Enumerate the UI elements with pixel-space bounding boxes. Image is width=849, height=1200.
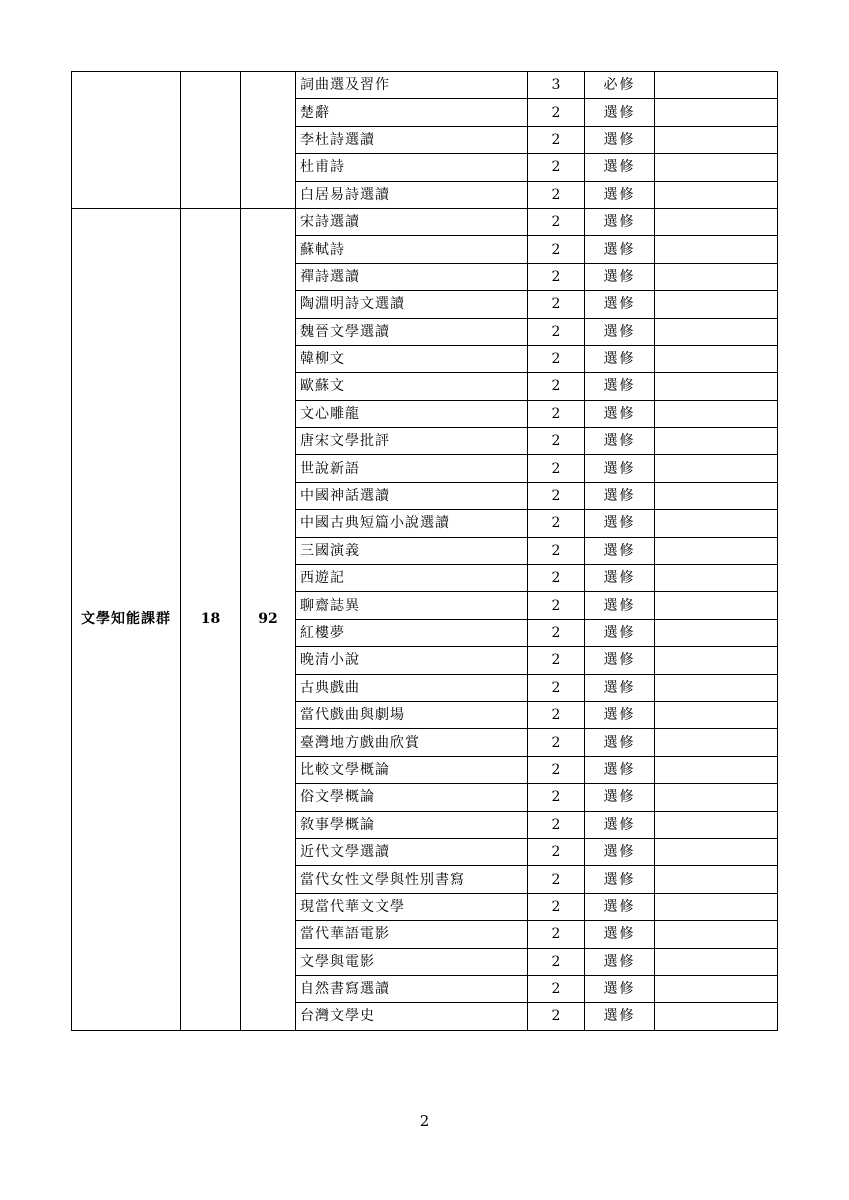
- course-type: 選修: [585, 126, 655, 153]
- course-type: 選修: [585, 1003, 655, 1030]
- course-type: 選修: [585, 674, 655, 701]
- course-name: 近代文學選讀: [296, 838, 528, 865]
- course-credits: 2: [528, 263, 585, 290]
- page-number: 2: [419, 1112, 430, 1130]
- course-note: [655, 1003, 778, 1030]
- course-note: [655, 345, 778, 372]
- course-credits: 2: [528, 99, 585, 126]
- course-credits: 2: [528, 400, 585, 427]
- course-name: 古典戲曲: [296, 674, 528, 701]
- course-type: 選修: [585, 510, 655, 537]
- course-note: [655, 373, 778, 400]
- required-credits: 18: [181, 208, 241, 1030]
- course-type: 選修: [585, 701, 655, 728]
- course-name: 世說新語: [296, 455, 528, 482]
- course-name: 晚清小說: [296, 647, 528, 674]
- course-type: 選修: [585, 99, 655, 126]
- total-credits: 92: [241, 208, 296, 1030]
- course-note: [655, 482, 778, 509]
- course-note: [655, 838, 778, 865]
- course-name: 李杜詩選讀: [296, 126, 528, 153]
- course-credits: 2: [528, 1003, 585, 1030]
- course-name: 當代華語電影: [296, 921, 528, 948]
- course-credits: 2: [528, 811, 585, 838]
- course-type: 選修: [585, 373, 655, 400]
- course-name: 聊齋誌異: [296, 592, 528, 619]
- course-name: 宋詩選讀: [296, 208, 528, 235]
- course-group-name: 文學知能課群: [72, 208, 181, 1030]
- course-name: 杜甫詩: [296, 154, 528, 181]
- course-name: 自然書寫選讀: [296, 975, 528, 1002]
- curriculum-table: [71, 71, 778, 1031]
- course-credits: 2: [528, 838, 585, 865]
- course-credits: 2: [528, 647, 585, 674]
- course-type: 選修: [585, 345, 655, 372]
- course-name: 紅樓夢: [296, 619, 528, 646]
- course-note: [655, 154, 778, 181]
- course-type: 選修: [585, 565, 655, 592]
- course-credits: 2: [528, 619, 585, 646]
- course-name: 禪詩選讀: [296, 263, 528, 290]
- course-name: 魏晉文學選讀: [296, 318, 528, 345]
- course-type: 選修: [585, 318, 655, 345]
- course-type: 選修: [585, 948, 655, 975]
- course-name: 當代戲曲與劇場: [296, 701, 528, 728]
- course-note: [655, 592, 778, 619]
- course-note: [655, 756, 778, 783]
- course-name: 楚辭: [296, 99, 528, 126]
- course-credits: 2: [528, 674, 585, 701]
- course-note: [655, 921, 778, 948]
- course-credits: 2: [528, 948, 585, 975]
- course-note: [655, 455, 778, 482]
- course-type: 選修: [585, 893, 655, 920]
- course-name: 詞曲選及習作: [296, 72, 528, 99]
- course-type: 選修: [585, 154, 655, 181]
- course-name: 台灣文學史: [296, 1003, 528, 1030]
- course-note: [655, 99, 778, 126]
- course-credits: 2: [528, 510, 585, 537]
- course-note: [655, 428, 778, 455]
- course-type: 必修: [585, 72, 655, 99]
- course-note: [655, 565, 778, 592]
- course-type: 選修: [585, 263, 655, 290]
- course-note: [655, 701, 778, 728]
- course-note: [655, 784, 778, 811]
- course-type: 選修: [585, 921, 655, 948]
- required-credits: [181, 72, 241, 209]
- course-type: 選修: [585, 975, 655, 1002]
- course-name: 臺灣地方戲曲欣賞: [296, 729, 528, 756]
- course-type: 選修: [585, 455, 655, 482]
- course-note: [655, 537, 778, 564]
- course-note: [655, 72, 778, 99]
- course-credits: 3: [528, 72, 585, 99]
- course-credits: 2: [528, 537, 585, 564]
- course-credits: 2: [528, 701, 585, 728]
- course-type: 選修: [585, 619, 655, 646]
- course-credits: 2: [528, 975, 585, 1002]
- course-type: 選修: [585, 647, 655, 674]
- course-note: [655, 674, 778, 701]
- course-group-name: [72, 72, 181, 209]
- course-name: 韓柳文: [296, 345, 528, 372]
- course-name: 當代女性文學與性別書寫: [296, 866, 528, 893]
- course-row: [72, 72, 778, 99]
- course-name: 蘇軾詩: [296, 236, 528, 263]
- course-name: 唐宋文學批評: [296, 428, 528, 455]
- course-type: 選修: [585, 729, 655, 756]
- course-credits: 2: [528, 236, 585, 263]
- course-credits: 2: [528, 126, 585, 153]
- course-type: 選修: [585, 400, 655, 427]
- course-note: [655, 866, 778, 893]
- course-note: [655, 291, 778, 318]
- course-note: [655, 893, 778, 920]
- course-name: 現當代華文文學: [296, 893, 528, 920]
- course-credits: 2: [528, 428, 585, 455]
- course-credits: 2: [528, 866, 585, 893]
- course-type: 選修: [585, 592, 655, 619]
- course-note: [655, 318, 778, 345]
- course-note: [655, 263, 778, 290]
- course-credits: 2: [528, 291, 585, 318]
- course-type: 選修: [585, 784, 655, 811]
- course-credits: 2: [528, 784, 585, 811]
- course-note: [655, 948, 778, 975]
- course-note: [655, 729, 778, 756]
- course-note: [655, 510, 778, 537]
- total-credits: [241, 72, 296, 209]
- course-name: 中國古典短篇小說選讀: [296, 510, 528, 537]
- course-type: 選修: [585, 866, 655, 893]
- course-credits: 2: [528, 756, 585, 783]
- course-name: 文學與電影: [296, 948, 528, 975]
- course-credits: 2: [528, 565, 585, 592]
- course-credits: 2: [528, 318, 585, 345]
- course-type: 選修: [585, 208, 655, 235]
- course-type: 選修: [585, 428, 655, 455]
- course-credits: 2: [528, 592, 585, 619]
- course-credits: 2: [528, 154, 585, 181]
- course-credits: 2: [528, 373, 585, 400]
- course-name: 陶淵明詩文選讀: [296, 291, 528, 318]
- course-credits: 2: [528, 921, 585, 948]
- course-note: [655, 126, 778, 153]
- course-credits: 2: [528, 482, 585, 509]
- course-type: 選修: [585, 756, 655, 783]
- course-credits: 2: [528, 893, 585, 920]
- course-name: 歐蘇文: [296, 373, 528, 400]
- course-type: 選修: [585, 482, 655, 509]
- course-note: [655, 619, 778, 646]
- course-type: 選修: [585, 236, 655, 263]
- course-type: 選修: [585, 838, 655, 865]
- course-name: 文心雕龍: [296, 400, 528, 427]
- course-note: [655, 181, 778, 208]
- course-row: [72, 208, 778, 235]
- course-credits: 2: [528, 729, 585, 756]
- course-note: [655, 208, 778, 235]
- course-credits: 2: [528, 181, 585, 208]
- course-name: 西遊記: [296, 565, 528, 592]
- course-name: 白居易詩選讀: [296, 181, 528, 208]
- course-name: 中國神話選讀: [296, 482, 528, 509]
- course-name: 俗文學概論: [296, 784, 528, 811]
- course-type: 選修: [585, 181, 655, 208]
- course-type: 選修: [585, 537, 655, 564]
- course-note: [655, 400, 778, 427]
- course-credits: 2: [528, 208, 585, 235]
- course-name: 敘事學概論: [296, 811, 528, 838]
- course-type: 選修: [585, 291, 655, 318]
- course-note: [655, 975, 778, 1002]
- course-note: [655, 811, 778, 838]
- course-name: 三國演義: [296, 537, 528, 564]
- course-credits: 2: [528, 345, 585, 372]
- course-note: [655, 647, 778, 674]
- course-name: 比較文學概論: [296, 756, 528, 783]
- course-note: [655, 236, 778, 263]
- course-credits: 2: [528, 455, 585, 482]
- course-type: 選修: [585, 811, 655, 838]
